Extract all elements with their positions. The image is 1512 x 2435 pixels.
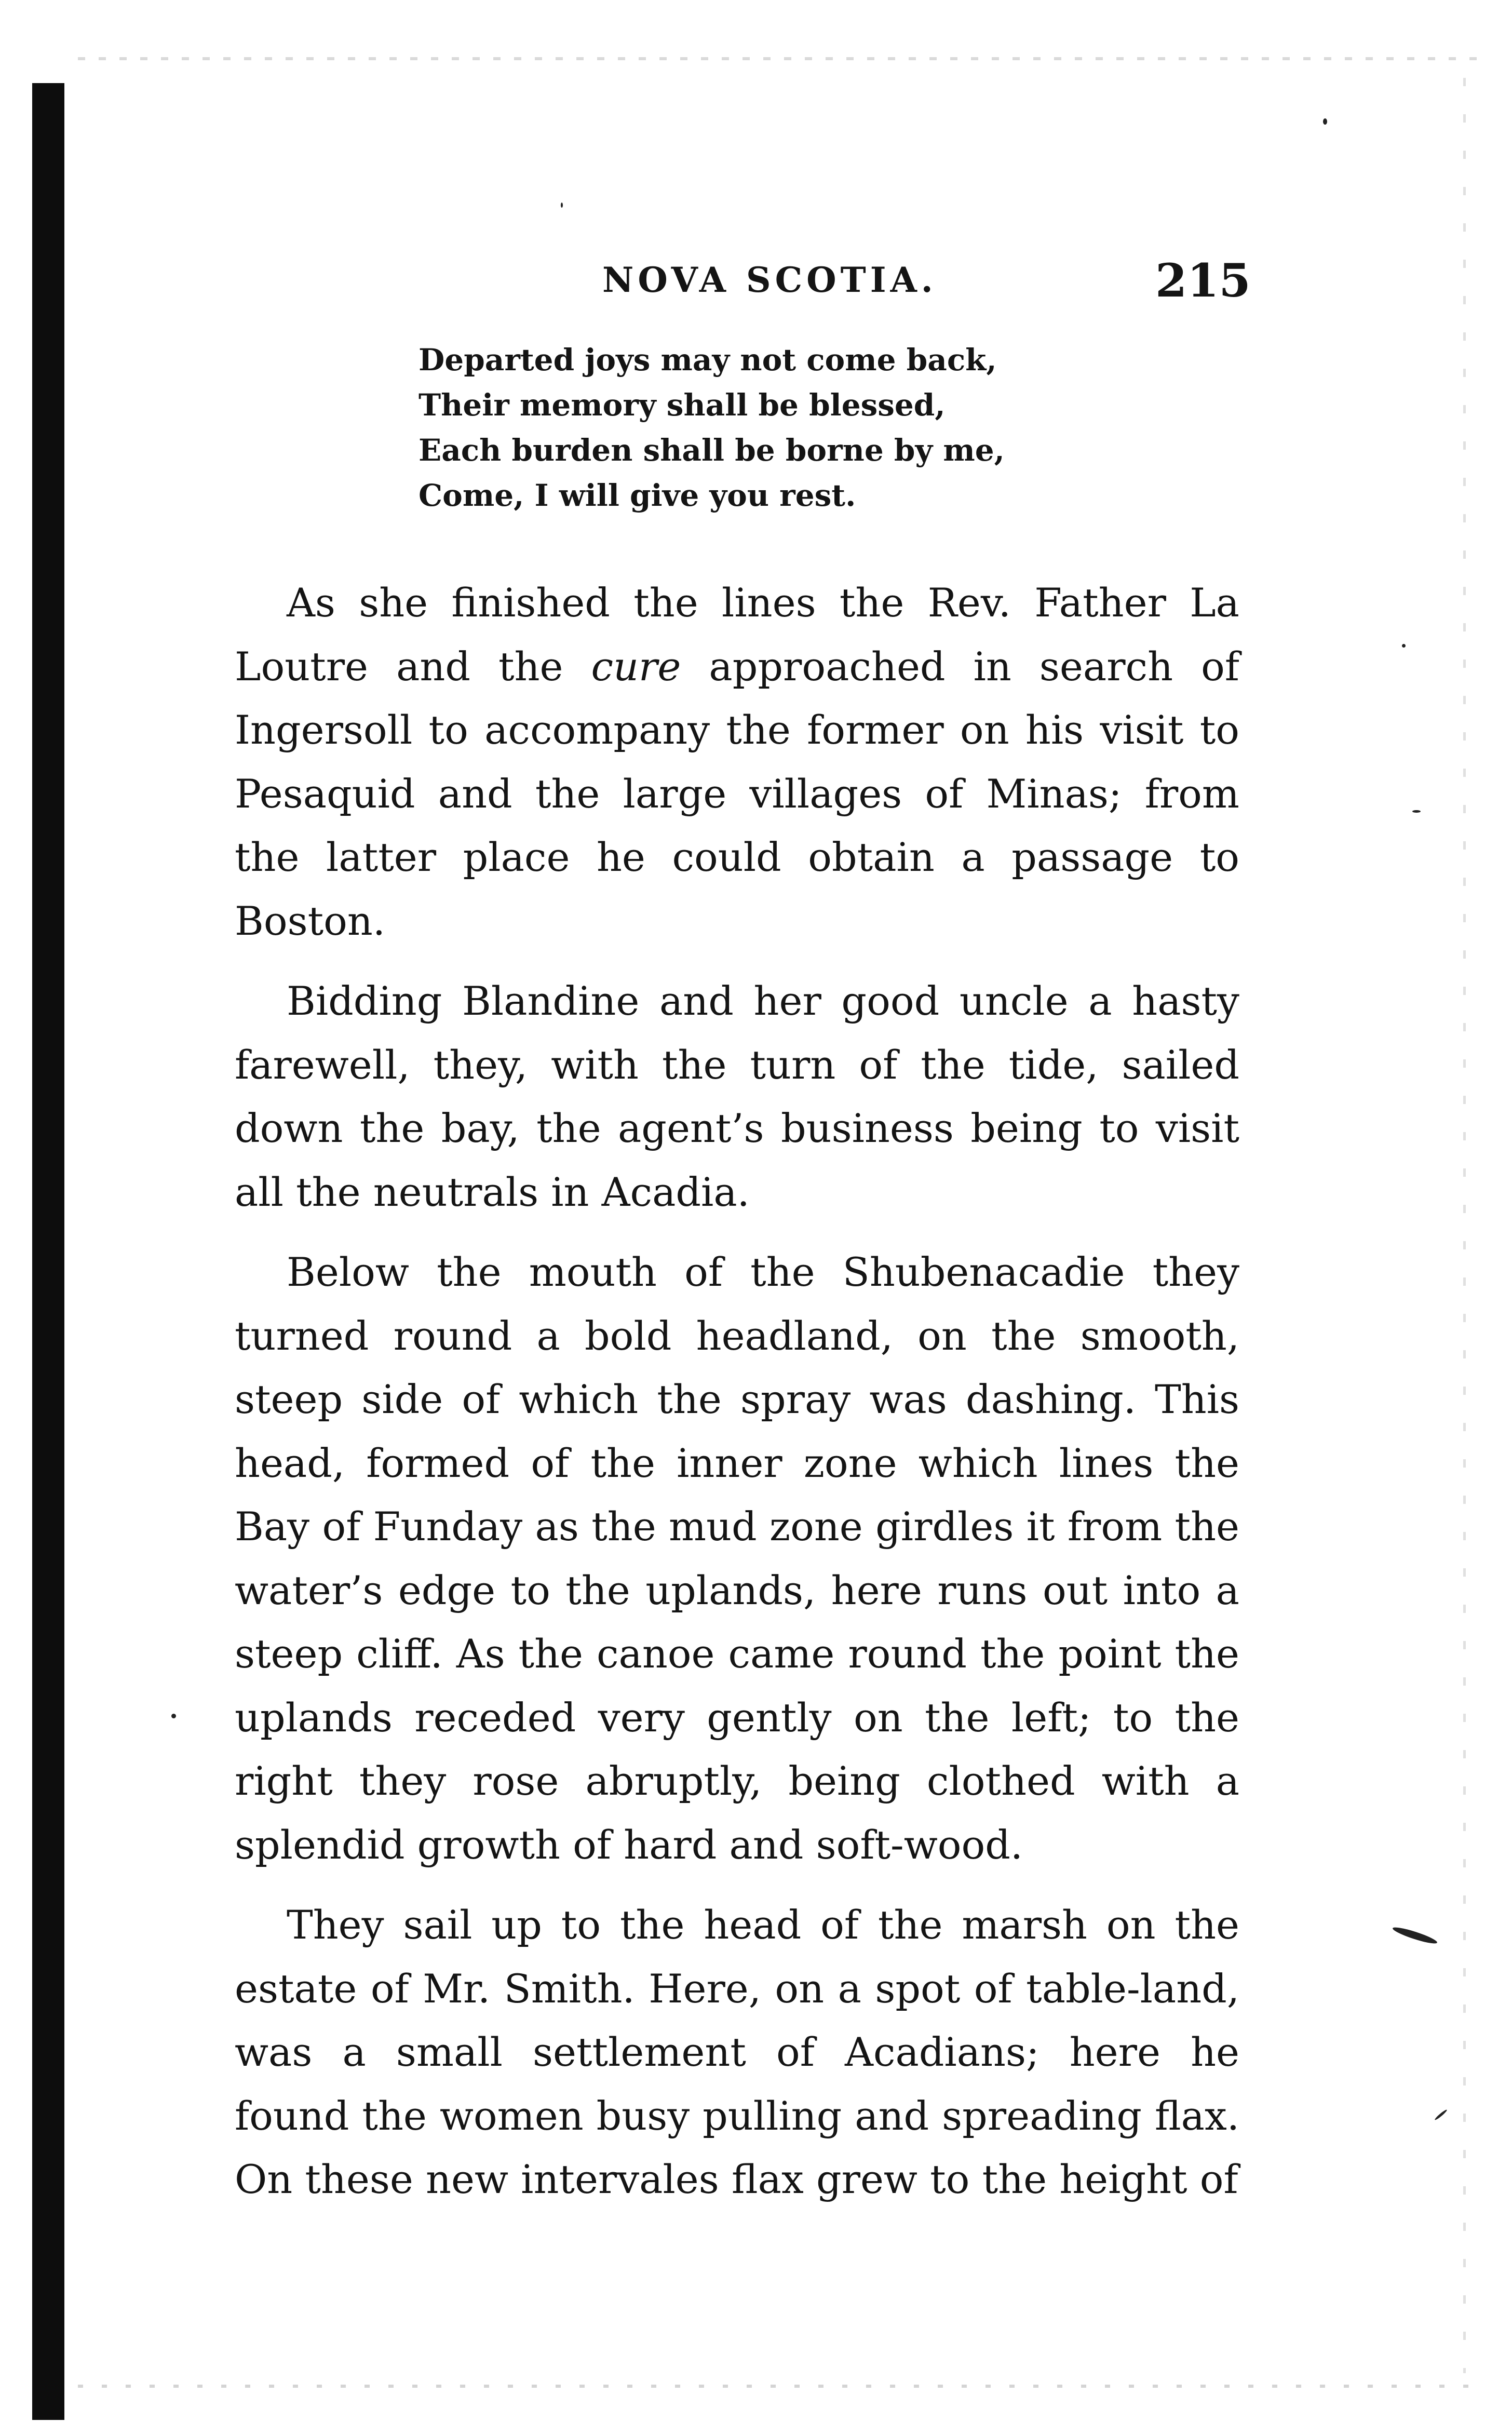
print-speck — [561, 203, 563, 208]
page-edge-bottom — [78, 2385, 1480, 2388]
running-title: NOVA SCOTIA. — [602, 260, 937, 300]
binding-shadow — [32, 83, 64, 2420]
running-head — [0, 253, 1512, 311]
paragraph: They sail up to the head of the marsh on the estate of Mr. Smith. Here, on a spot of table-land, was a small settlement of Acadians; here he found the women busy pulling and spreading flax. On these new intervales flax grew to the height of — [235, 1902, 1239, 2202]
page-edge-right — [1463, 78, 1466, 2373]
print-speck — [1412, 810, 1421, 813]
paragraph — [235, 571, 1239, 953]
paragraph-text: approached in search of Ingersoll to accompany the former on his visit to Pesaquid and the large villages of Minas; from the latter place he could obtain a passage to Boston. — [235, 643, 1239, 944]
verse-stanza — [419, 338, 1005, 518]
verse-line: Come, I will give you rest. — [419, 478, 856, 513]
print-speck — [1434, 2109, 1448, 2121]
paragraph-text: As she finished the lines the Rev. Father La Loutre and the — [235, 580, 1239, 690]
print-speck — [171, 1714, 176, 1718]
verse-line: Their memory shall be blessed, — [419, 387, 946, 423]
verse-line: Departed joys may not come back, — [419, 342, 997, 378]
page-number: 215 — [1155, 253, 1251, 307]
paragraph: Bidding Blandine and her good uncle a hasty farewell, they, with the turn of the tide, sailed down the bay, the agent’s business being to visit all the neutrals in Acadia. — [235, 978, 1239, 1215]
page-edge-top — [78, 57, 1480, 60]
paragraph: Below the mouth of the Shubenacadie they turned round a bold headland, on the smooth, steep side of which the spray was dashing. This head, formed of the inner zone which lines the Bay of Funday as the mud zone girdles it from the water’s edge to the uplands, here runs out into a steep cliff. As the canoe came round the point the uplands receded very gently on the left; to the right they rose abruptly, being clothed with a splendid growth of hard and soft-wood. — [235, 1249, 1239, 1868]
print-speck — [1323, 118, 1327, 125]
body-text — [235, 571, 1239, 2228]
emphasis-text: cure — [591, 643, 681, 690]
verse-line: Each burden shall be borne by me, — [419, 433, 1005, 468]
print-speck — [1392, 1925, 1438, 1946]
print-speck — [1402, 644, 1406, 648]
